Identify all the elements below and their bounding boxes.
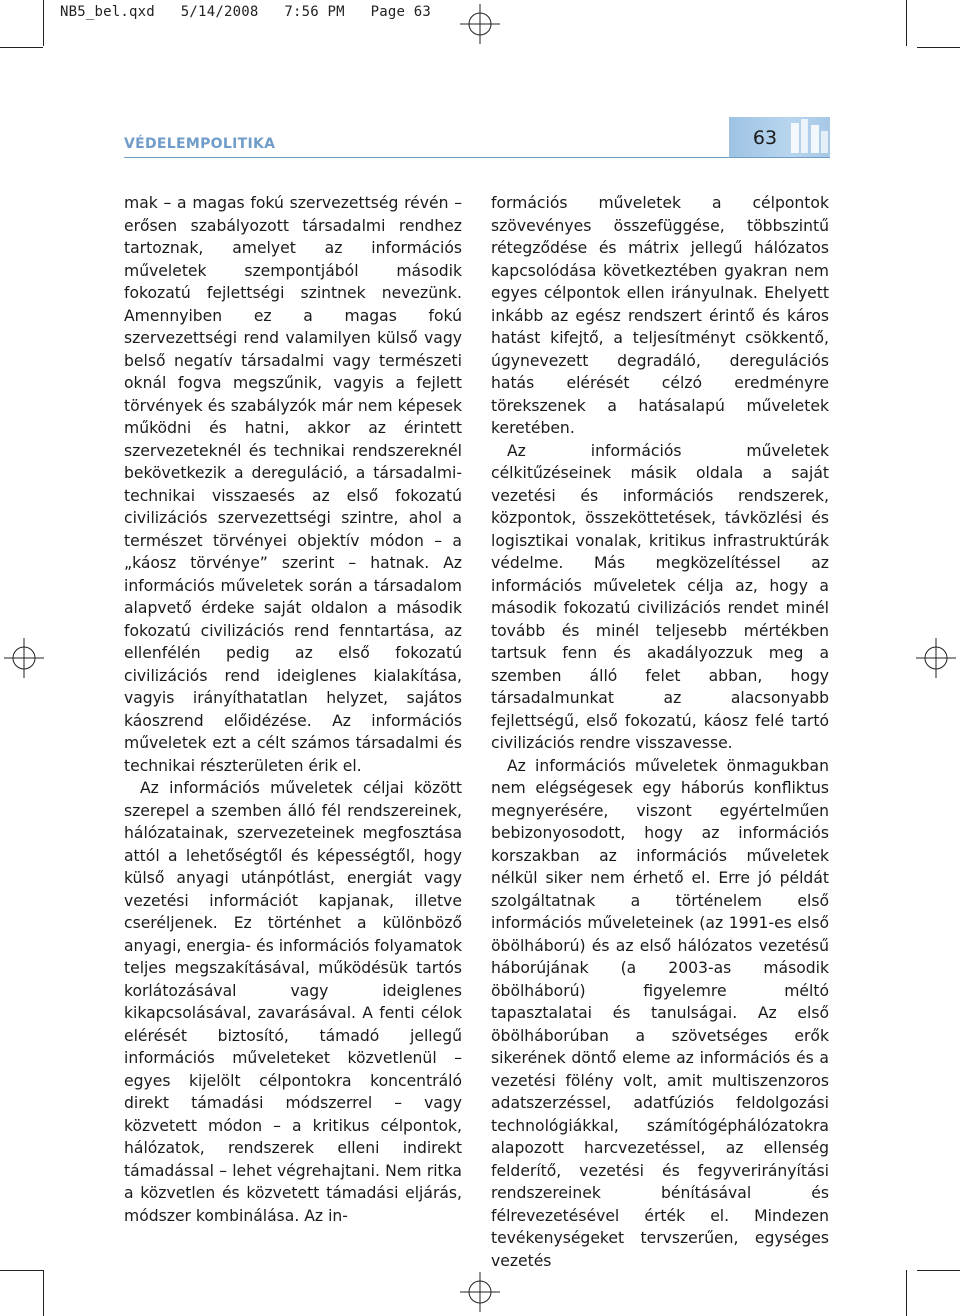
registration-mark-left	[4, 638, 44, 678]
print-slug: NB5_bel.qxd 5/14/2008 7:56 PM Page 63	[60, 4, 432, 20]
paragraph: Az információs műveletek céljai között szerepel a szemben álló fél rendszereinek, hálózatainak, szervezeteinek megfosztása attól a lehetőségtől és képességtől, hogy külső anyagi utánpótlást, energiát vagy vezetési információt kapjanak, illetve cseréljenek. Ez történhet a különböző anyagi, energia- és információs folyamatok teljes megszakításával, működésük tartós korlátozásával vagy ideiglenes kikapcsolásával, zavarásával. A fenti célok elérését biztosító, támadó jellegű információs műveleteket közvetlenül – egyes kijelölt célpontokra koncentráló direkt támadási módszerrel – vagy közvetett módon – a kritikus célpontok, hálózatok, rendszerek elleni indirekt támadással – lehet végrehajtani. Nem ritka a közvetlen és közvetett támadási eljárás, módszer kombinálása. Az in-	[124, 779, 462, 1225]
paragraph: formációs műveletek a célpontok szövevényes összefüggése, többszintű rétegződése és mátrix jellegű hálózatos kapcsolódása következtében gyakran nem egyes célpontok ellen irányulnak. Ehelyett inkább az egész rendszert érintő és káros hatást kifejtő, a teljesítményt csökkentő, úgynevezett degradáló, deregulációs hatás elérését célzó eredményre törekszenek a hatásalapú műveletek keretében.	[491, 194, 829, 437]
left-column	[124, 192, 462, 1227]
registration-mark-bottom	[460, 1272, 500, 1312]
crop-mark-bottom-left-v	[43, 1270, 44, 1316]
crop-mark-bottom-right-v	[906, 1270, 907, 1316]
page-number-box	[729, 117, 830, 157]
right-column	[491, 192, 829, 1272]
header-rule	[124, 157, 830, 158]
paragraph: Az információs műveletek célkitűzéseinek másik oldala a saját vezetési és információs rendszerek, központok, összeköttetések, távközlési és logisztikai vonalak, kritikus infrastruktúrák védelme. Más megközelítéssel az információs műveletek célja az, hogy a második fokozatú civilizációs rendet minél tovább és minél teljesebb mértékben tartsuk fenn és akadályozzuk meg a szemben álló felet abban, hogy társadalmunkat az alacsonyabb fejlettségű, első fokozatú, káosz felé tartó civilizációs rendre visszavesse.	[491, 441, 829, 752]
crop-mark-top-left-v	[43, 0, 44, 46]
paragraph: mak – a magas fokú szervezettség révén – erősen szabályozott társadalmi rendhez tartoznak, amelyet az információs műveletek szempontjából második fokozatú fejlettségi szintnek nevezünk. Amennyiben ez a magas fokú szervezettségi rend valamilyen külső vagy belső negatív társadalmi vagy természeti oknál fogva megszűnik, vagyis a fejlett törvények és szabályzók már nem képesek működni és hatni, akkor az érintett szervezeteknél és technikai rendszereknél bekövetkezik a dereguláció, a társadalmi-technikai visszaesés az első fokozatú civilizációs szervezettségi szintre, ahol a természet törvényei objektív módon – a „káosz törvénye” szerint – hatnak. Az információs műveletek során a társadalom alapvető érdeke saját oldalon a második fokozatú civilizációs rend fenntartása, az ellenfélén pedig az első fokozatú civilizációs rend ideiglenes kialakítása, vagyis irányíthatatlan helyzet, sajátos káoszrend előidézése. Az információs műveletek ezt a célt számos társadalmi és technikai részterületen érik el.	[124, 194, 462, 775]
crop-mark-top-left-h	[0, 47, 43, 48]
crop-mark-top-right-h	[917, 47, 960, 48]
section-title: VÉDELEMPOLITIKA	[124, 136, 276, 152]
page-number: 63	[752, 127, 778, 149]
registration-mark-right	[916, 638, 956, 678]
crop-mark-bottom-left-h	[0, 1270, 43, 1271]
paragraph: Az információs műveletek önmagukban nem elégségesek egy háborús konfliktus megnyerésére, viszont egyértelműen bebizonyosodott, hogy az információs korszakban az információs műveletek nélkül siker nem érhető el. Erre jó példát szolgáltatnak a történelem első információs műveleteinek (az 1991-es első öbölháború) és az első hálózatos vezetésű háborújának (a 2003-as második öbölháború) figyelemre méltó tapasztalatai és tanulságai. Az első öbölháborúban a szövetséges erők sikerének döntő eleme az információs és a vezetési fölény volt, amit multiszenzoros adatszerzéssel, adatfúziós feldolgozási technológiákkal, számítógéphálózatokra alapozott harcvezetéssel, az ellenség felderítő, vezetési és fegyverirányítási rendszereinek bénításával és félrevezetésével érték el. Mindezen tevékenységeket tervszerűen, egységes vezetés	[491, 756, 829, 1270]
crop-mark-bottom-right-h	[917, 1270, 960, 1271]
registration-mark-top	[460, 4, 500, 44]
journal-logo-icon	[789, 117, 830, 157]
crop-mark-top-right-v	[906, 0, 907, 46]
